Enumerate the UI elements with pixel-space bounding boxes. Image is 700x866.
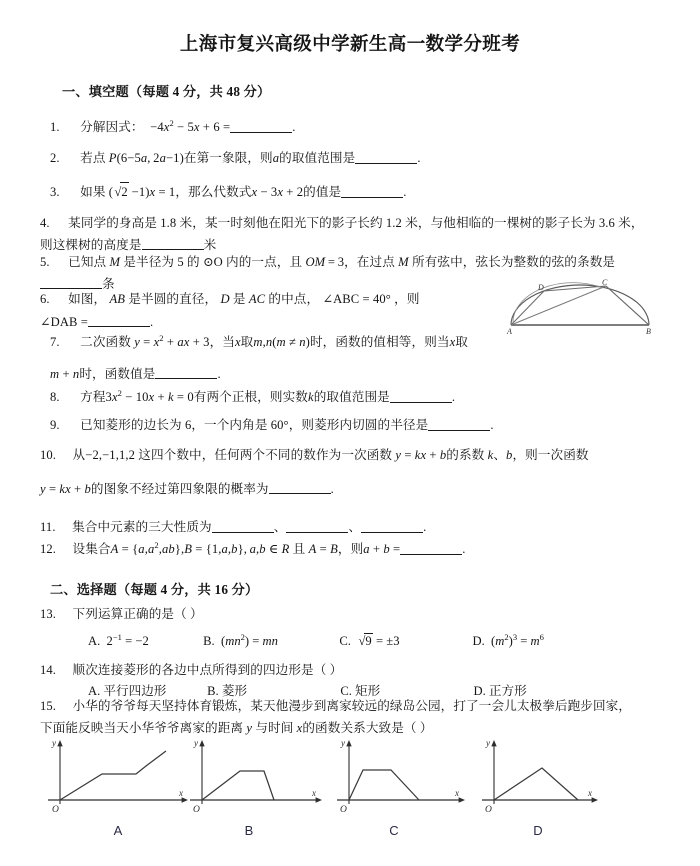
question-9-text: 已知菱形的边长为 6，一个内角是 60°，则菱形内切圆的半径是 xyxy=(80,418,429,432)
question-6-number: 6. xyxy=(40,292,50,306)
section-heading-multiple-choice: 二、选择题（每题 4 分，共 16 分） xyxy=(50,582,259,597)
question-2-text-b: 在第一象限，则 xyxy=(183,151,273,165)
question-12-sum: a + b = xyxy=(363,542,401,556)
option-d-text: 正方形 xyxy=(488,684,527,698)
question-12-set-b: B = {1,a,b} xyxy=(184,542,244,556)
question-8-number: 8. xyxy=(50,390,60,404)
question-1 xyxy=(50,118,295,138)
question-6-text-b: 是半圆的直径， xyxy=(128,292,218,306)
option-a-label: A. xyxy=(88,684,101,698)
question-10-text-b: 这四个数中，任何两个不同的数作为一次函数 xyxy=(138,448,393,462)
question-11-number: 11. xyxy=(40,520,56,534)
question-14-number: 14. xyxy=(40,663,57,677)
question-2-period: . xyxy=(417,151,421,165)
question-10 xyxy=(40,446,690,499)
question-4 xyxy=(40,214,685,255)
question-6-angle-dab: ∠DAB = xyxy=(40,314,88,329)
question-6-text-a: 如图， xyxy=(68,292,107,306)
question-12-comma: , xyxy=(180,542,185,556)
svg-text:y: y xyxy=(486,738,490,748)
answer-blank[interactable] xyxy=(40,276,102,289)
question-7-var-x2: x xyxy=(449,335,456,349)
question-5-point-m: M xyxy=(109,255,121,269)
option-b-text: 菱形 xyxy=(221,684,248,698)
question-6-seg-ab: AB xyxy=(109,292,126,306)
question-2-text-a: 若点 xyxy=(80,151,106,165)
answer-blank[interactable] xyxy=(88,314,150,327)
option-d-label: D. xyxy=(473,684,486,698)
question-11-sep-2: 、 xyxy=(348,520,362,534)
question-6-angle-abc: ∠ABC = 40° xyxy=(322,292,391,306)
question-10-text-a: 从 xyxy=(72,448,86,462)
question-3-math-a: (√2 −1)x = 1 xyxy=(109,185,176,199)
option-a-label: A. xyxy=(88,634,101,648)
question-8-var-k: k xyxy=(308,390,314,404)
question-12-equality: A = B xyxy=(308,542,338,556)
question-4-line-2-a: 则这棵树的高度是 xyxy=(40,237,142,252)
question-15-number: 15. xyxy=(40,699,57,713)
question-12-condition: , a,b ∈ R xyxy=(243,542,290,556)
option-a-math: $2^{-1} = -2$ xyxy=(103,631,149,648)
graph-label-a: A xyxy=(113,823,123,838)
question-15-var-y: y xyxy=(246,720,253,735)
question-13-stem: 下列运算正确的是（ ） xyxy=(72,607,203,621)
answer-blank[interactable] xyxy=(142,237,204,250)
answer-blank[interactable] xyxy=(428,418,490,431)
question-10-function: y = kx + b xyxy=(395,448,447,462)
option-d-math: $(m^2)^3 = m^6$ xyxy=(487,631,544,648)
answer-blank[interactable] xyxy=(341,185,403,198)
question-5-point-m2: M xyxy=(398,255,409,269)
question-4-line-1: 某同学的身高是 1.8 米，某一时刻他在阳光下的影子长约 1.2 米，与他相临的一棵树的影子长为 3.6 米， xyxy=(68,216,644,230)
page-title: 上海市复兴高级中学新生高一数学分班考 xyxy=(179,35,521,55)
question-7-text-b: ，当 xyxy=(209,335,235,349)
answer-blank[interactable] xyxy=(400,542,462,555)
svg-text:O: O xyxy=(485,805,492,815)
question-15-line-2-c: 的函数关系大致是（ ） xyxy=(302,720,433,735)
question-12-number: 12. xyxy=(40,542,57,556)
question-7-text-f: 时，函数值是 xyxy=(79,366,156,381)
question-5-text-a: 已知点 xyxy=(68,255,107,269)
question-4-number: 4. xyxy=(40,216,50,230)
question-2-text-c: 的取值范围是 xyxy=(279,151,356,165)
question-8-period: . xyxy=(451,390,456,404)
question-9 xyxy=(50,416,494,436)
question-1-math: $-4x^2 - 5x + 6$ = xyxy=(146,117,231,134)
question-3-text-a: 如果 xyxy=(80,185,106,199)
question-9-period: . xyxy=(490,418,494,432)
section-heading-fill-in-blank: 一、填空题（每题 4 分，共 48 分） xyxy=(62,84,271,99)
svg-text:A: A xyxy=(507,327,512,336)
question-15-line-2-a: 下面能反映当天小华爷爷离家的距离 xyxy=(40,720,244,735)
question-1-text: 分解因式： xyxy=(80,120,144,134)
graph-option-c xyxy=(325,738,485,816)
question-5-text-c: ，在过点 xyxy=(344,255,395,269)
question-6-point-d: D xyxy=(220,292,230,306)
semicircle-diagram xyxy=(503,278,658,336)
graph-option-d xyxy=(470,738,630,816)
option-b-label: B. xyxy=(203,634,215,648)
graph-option-b xyxy=(178,738,338,816)
question-15-line-2-b: 与时间 xyxy=(255,720,294,735)
question-3-period: . xyxy=(403,185,407,199)
question-6-period: . xyxy=(150,314,154,329)
question-10-numbers: −2,−1,1,2 xyxy=(85,448,135,462)
graph-label-d: D xyxy=(533,823,543,838)
question-7-mplusn: m + n xyxy=(50,366,80,381)
svg-text:x: x xyxy=(312,788,316,798)
question-10-function-2: y = kx + b xyxy=(40,481,91,496)
question-7-text-c: 取 xyxy=(240,335,254,349)
question-13-options xyxy=(88,633,648,649)
question-12-text-b: ，则 xyxy=(337,542,364,556)
option-a-text: 平行四边形 xyxy=(103,684,167,698)
question-7-var-x: x xyxy=(234,335,241,349)
question-10-text-f: 的图象不经过第四象限的概率为 xyxy=(90,481,269,496)
option-b[interactable] xyxy=(203,631,336,649)
question-2-point: P(6−5a, 2a−1) xyxy=(108,151,184,165)
question-5-om: OM = 3 xyxy=(305,255,345,269)
question-2-var: a xyxy=(272,151,280,165)
question-10-text-e: ，则一次函数 xyxy=(512,448,589,462)
question-12-and: 且 xyxy=(292,542,306,556)
question-5-number: 5. xyxy=(40,255,50,269)
svg-text:y: y xyxy=(194,738,198,748)
question-12 xyxy=(40,540,465,560)
question-5-text-d: 所有弦中，弦长为整数的弦的条数是 xyxy=(411,255,616,269)
question-1-period: . xyxy=(292,120,296,134)
question-12-text-a: 设集合 xyxy=(72,542,111,556)
question-10-text-c: 的系数 xyxy=(446,448,485,462)
option-c-math: √9 = ±3 xyxy=(358,634,400,648)
answer-blank[interactable] xyxy=(390,390,452,403)
question-9-number: 9. xyxy=(50,418,60,432)
question-8-text-c: 的取值范围是 xyxy=(313,390,390,404)
question-5-unit: 条 xyxy=(102,276,115,291)
svg-text:D: D xyxy=(538,283,544,292)
answer-blank[interactable] xyxy=(212,520,274,533)
question-8-text-a: 方程 xyxy=(80,390,106,404)
question-7-text-e: 取 xyxy=(455,335,468,349)
answer-blank[interactable] xyxy=(155,366,217,379)
question-7 xyxy=(50,333,550,384)
svg-text:C: C xyxy=(602,278,608,287)
option-c-label: C. xyxy=(340,684,352,698)
question-6 xyxy=(40,290,495,332)
question-6-arc-ac: AC xyxy=(248,292,266,306)
answer-blank[interactable] xyxy=(230,120,292,133)
svg-text:B: B xyxy=(646,327,651,336)
question-11-period: . xyxy=(423,520,427,534)
question-4-unit: 米 xyxy=(203,237,217,252)
svg-text:O: O xyxy=(340,805,347,815)
answer-blank[interactable] xyxy=(361,520,423,533)
question-6-text-e: ，则 xyxy=(394,292,420,306)
svg-text:y: y xyxy=(341,738,345,748)
option-b-math: $(mn^2)$ = mn xyxy=(217,631,278,648)
graph-label-b: B xyxy=(244,823,254,838)
option-a[interactable] xyxy=(88,631,200,649)
option-d[interactable] xyxy=(472,631,544,649)
question-5-text-b: 是半径为 5 的 ⊙O 内的一点，且 xyxy=(123,255,303,269)
question-14 xyxy=(40,661,342,681)
svg-text:O: O xyxy=(52,805,59,815)
question-8 xyxy=(50,388,455,408)
question-3-number: 3. xyxy=(50,185,60,199)
question-11-sep-1: 、 xyxy=(273,520,287,534)
question-8-text-b: 有两个正根，则实数 xyxy=(193,390,308,404)
graph-label-c: C xyxy=(389,823,399,838)
question-7-function: $y = x^2$ + ax + 3 xyxy=(134,332,210,349)
question-6-text-d: 的中点， xyxy=(268,292,320,306)
question-3-text-b: ，那么代数式 xyxy=(175,185,252,199)
question-14-stem: 顺次连接菱形的各边中点所得到的四边形是（ ） xyxy=(72,663,343,677)
question-6-text-c: 是 xyxy=(232,292,246,306)
question-1-number: 1. xyxy=(50,120,60,134)
answer-blank[interactable] xyxy=(286,520,348,533)
answer-blank[interactable] xyxy=(355,151,417,164)
question-7-mn: m,n(m ≠ n) xyxy=(253,335,310,349)
question-12-set-a: $A = \{a,a^2,ab\}$ xyxy=(110,539,181,556)
option-c-text: 矩形 xyxy=(355,684,381,698)
question-7-text-d: 时，函数的值相等，则当 xyxy=(309,335,450,349)
question-15-var-x: x xyxy=(296,720,303,735)
svg-text:x: x xyxy=(588,788,592,798)
question-7-number: 7. xyxy=(50,335,60,349)
question-10-number: 10. xyxy=(40,448,57,462)
graph-option-a xyxy=(38,738,198,816)
question-10-period: . xyxy=(330,481,334,496)
question-15-line-1: 小华的爷爷每天坚持体育锻炼，某天他漫步到离家较远的绿岛公园，打了一会儿太极拳后跑步回家， xyxy=(72,699,632,713)
svg-text:x: x xyxy=(455,788,459,798)
question-10-sep: 、 xyxy=(493,448,507,462)
option-c[interactable] xyxy=(339,633,469,649)
question-11-text: 集合中元素的三大性质为 xyxy=(72,520,212,534)
option-c-label: C. xyxy=(339,634,351,648)
question-2-number: 2. xyxy=(50,151,60,165)
question-3-text-c: 的值是 xyxy=(303,185,342,199)
question-12-period: . xyxy=(462,542,466,556)
question-2 xyxy=(50,149,421,169)
question-3-math-b: x − 3x + 2 xyxy=(251,185,304,199)
question-13-number: 13. xyxy=(40,607,57,621)
svg-text:O: O xyxy=(193,805,200,815)
answer-blank[interactable] xyxy=(269,481,331,494)
question-3 xyxy=(50,182,406,203)
question-10-coef-k: k xyxy=(487,448,494,462)
option-b-label: B. xyxy=(207,684,219,698)
option-d-label: D. xyxy=(472,634,485,648)
question-7-text-a: 二次函数 xyxy=(80,335,131,349)
question-10-coef-b: b xyxy=(506,448,513,462)
svg-text:y: y xyxy=(52,738,56,748)
question-15 xyxy=(40,697,690,738)
svg-text:x: x xyxy=(179,788,183,798)
question-13 xyxy=(40,605,203,625)
question-11 xyxy=(40,518,426,538)
question-7-period: . xyxy=(217,366,221,381)
question-8-equation: $3x^2 - 10x + k = 0$ xyxy=(105,387,194,404)
